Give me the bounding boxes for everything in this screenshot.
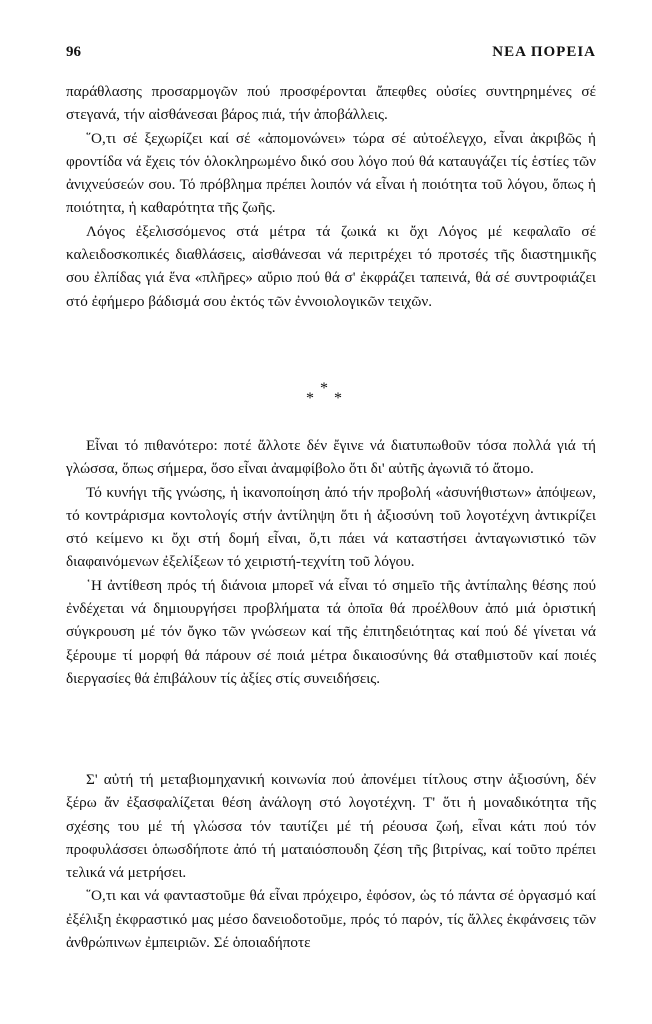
paragraph: Εἶναι τό πιθανότερο: ποτέ ἄλλοτε δέν ἔγινε νά διατυπωθοῦν τόσα πολλά γιά τή γλώσσα, ὅπως σήμερα, ὅσο εἶναι ἀναμφίβολο ὅτι δι' αὐτῆς ἀγωνιᾶ τό ἄτομο.	[66, 437, 596, 478]
journal-title: ΝΕΑ ΠΟΡΕΙΑ	[492, 44, 596, 60]
running-header	[66, 44, 596, 64]
asterisk-right: *	[334, 390, 342, 407]
paragraph: ῞Ο,τι σέ ξεχωρίζει καί σέ «ἀπομονώνει» τώρα σέ αὐτοέλεγχο, εἶναι ἀκριβῶς ἡ φροντίδα νά ἔχεις τόν ὁλοκληρωμένο δικό σου λόγο πού θά καταυγάζει τίς ἑστίες τῶν ἀνιχνεύσεών σου. Τό πρόβλημα πρέπει λοιπόν νά εἶναι ἡ ποιότητα τοῦ λόγου, ὅπως ἡ ποιότητα, ἡ καθαρότητα τῆς ζωῆς.	[66, 129, 596, 217]
paragraph-continued: παράθλασης προσαρμογῶν πού προσφέρονται ἄπεφθες οὐσίες συντηρημένες σέ στεγανά, τήν αἰσθάνεσαι βάρος πιά, τήν ἀποβάλλεις.	[66, 83, 596, 124]
asterisk-top: *	[320, 380, 328, 397]
text-section-3	[66, 768, 596, 954]
paragraph: Λόγος ἐξελισσόμενος στά μέτρα τά ζωικά κι ὄχι Λόγος μέ κεφαλαῖο σέ καλειδοσκοπικές διαθλάσεις, αἰσθάνεσαι νά περιτρέχει τό προτσές τῆς διαστημικῆς σου ἐλπίδας γιά ἕνα «πλῆρες» αὔριο πού θά σ' ἐκφράζει ταπεινά, θά σέ συντροφιάζει στό ἐφήμερο βάδισμά σου ἐκτός τῶν ἐννοιολογικῶν τειχῶν.	[66, 222, 596, 310]
paragraph: Σ' αὐτή τή μεταβιομηχανική κοινωνία πού ἀπονέμει τίτλους στην ἀξιοσύνη, δέν ξέρω ἄν ἐξασφαλίζεται θέση ἀνάλογη στό λογοτέχνη. Τ' ὅτι ἡ μοναδικότητα τῆς σχέσης του μέ τή γλώσσα τόν ταυτίζει μέ τή ρέουσα ζωή, εἶναι κάτι πού τόν προφυλάσσει ὁπωσδήποτε ἀπό τή ματαιόσπουδη ζέση τῆς βιτρίνας, καί τοῦτο πρέπει τελικά νά μετρήσει.	[66, 771, 596, 882]
paragraph: ῾Η ἀντίθεση πρός τή διάνοια μπορεῖ νά εἶναι τό σημεῖο τῆς ἀντίπαλης θέσης πού ἐνδέχεται νά δημιουργήσει προβλήματα τά ὁποῖα θά προέλθουν ἀπό μιά ὁριστική σύγκρουση μέ τόν ὄγκο τῶν γνώσεων καί τῆς ἐπιτηδειότητας καί πού δέ γίνεται νά ξέρουμε τί μορφή θά πάρουν σέ ποιά μέτρα δικαιοσύνης θά σταθμιστοῦν καί ποιές διεργασίες θά ἐπιβάλουν τίς ἀξίες στίς συνειδήσεις.	[66, 576, 596, 687]
paragraph: Τό κυνήγι τῆς γνώσης, ἡ ἱκανοποίηση ἀπό τήν προβολή «ἀσυνήθιστων» ἀπόψεων, τό κοντράρισμα κοντολογίς στήν ἀντίληψη ὅτι ἡ ἀξιοσύνη τοῦ λογοτέχνη ἀντικρίζει στό κείμενο κι ὄχι στή δομή εἶναι, ὅ,τι πάει νά καταστήσει ἀνταγωνιστικό τῶν διαφαινόμενων ἐξελίξεων τό χειριστή-τεχνίτη τοῦ λόγου.	[66, 483, 596, 571]
section-separator-asterism	[296, 380, 356, 408]
text-section-1	[66, 80, 596, 313]
text-section-2	[66, 434, 596, 690]
paragraph: ῞Ο,τι και νά φανταστοῦμε θά εἶναι πρόχειρο, ἐφόσον, ὡς τό πάντα σέ ὀργασμό καί ἐξέλιξη ἐκφραστικό μας μέσο δανειοδοτοῦμε, πρός τό παρόν, τίς ἄλλες ἐκφάνσεις τῶν ἀνθρώπινων ἐμπειριῶν. Σέ ὁποιαδήποτε	[66, 887, 596, 952]
page-number: 96	[66, 44, 81, 60]
asterisk-left: *	[306, 390, 314, 407]
